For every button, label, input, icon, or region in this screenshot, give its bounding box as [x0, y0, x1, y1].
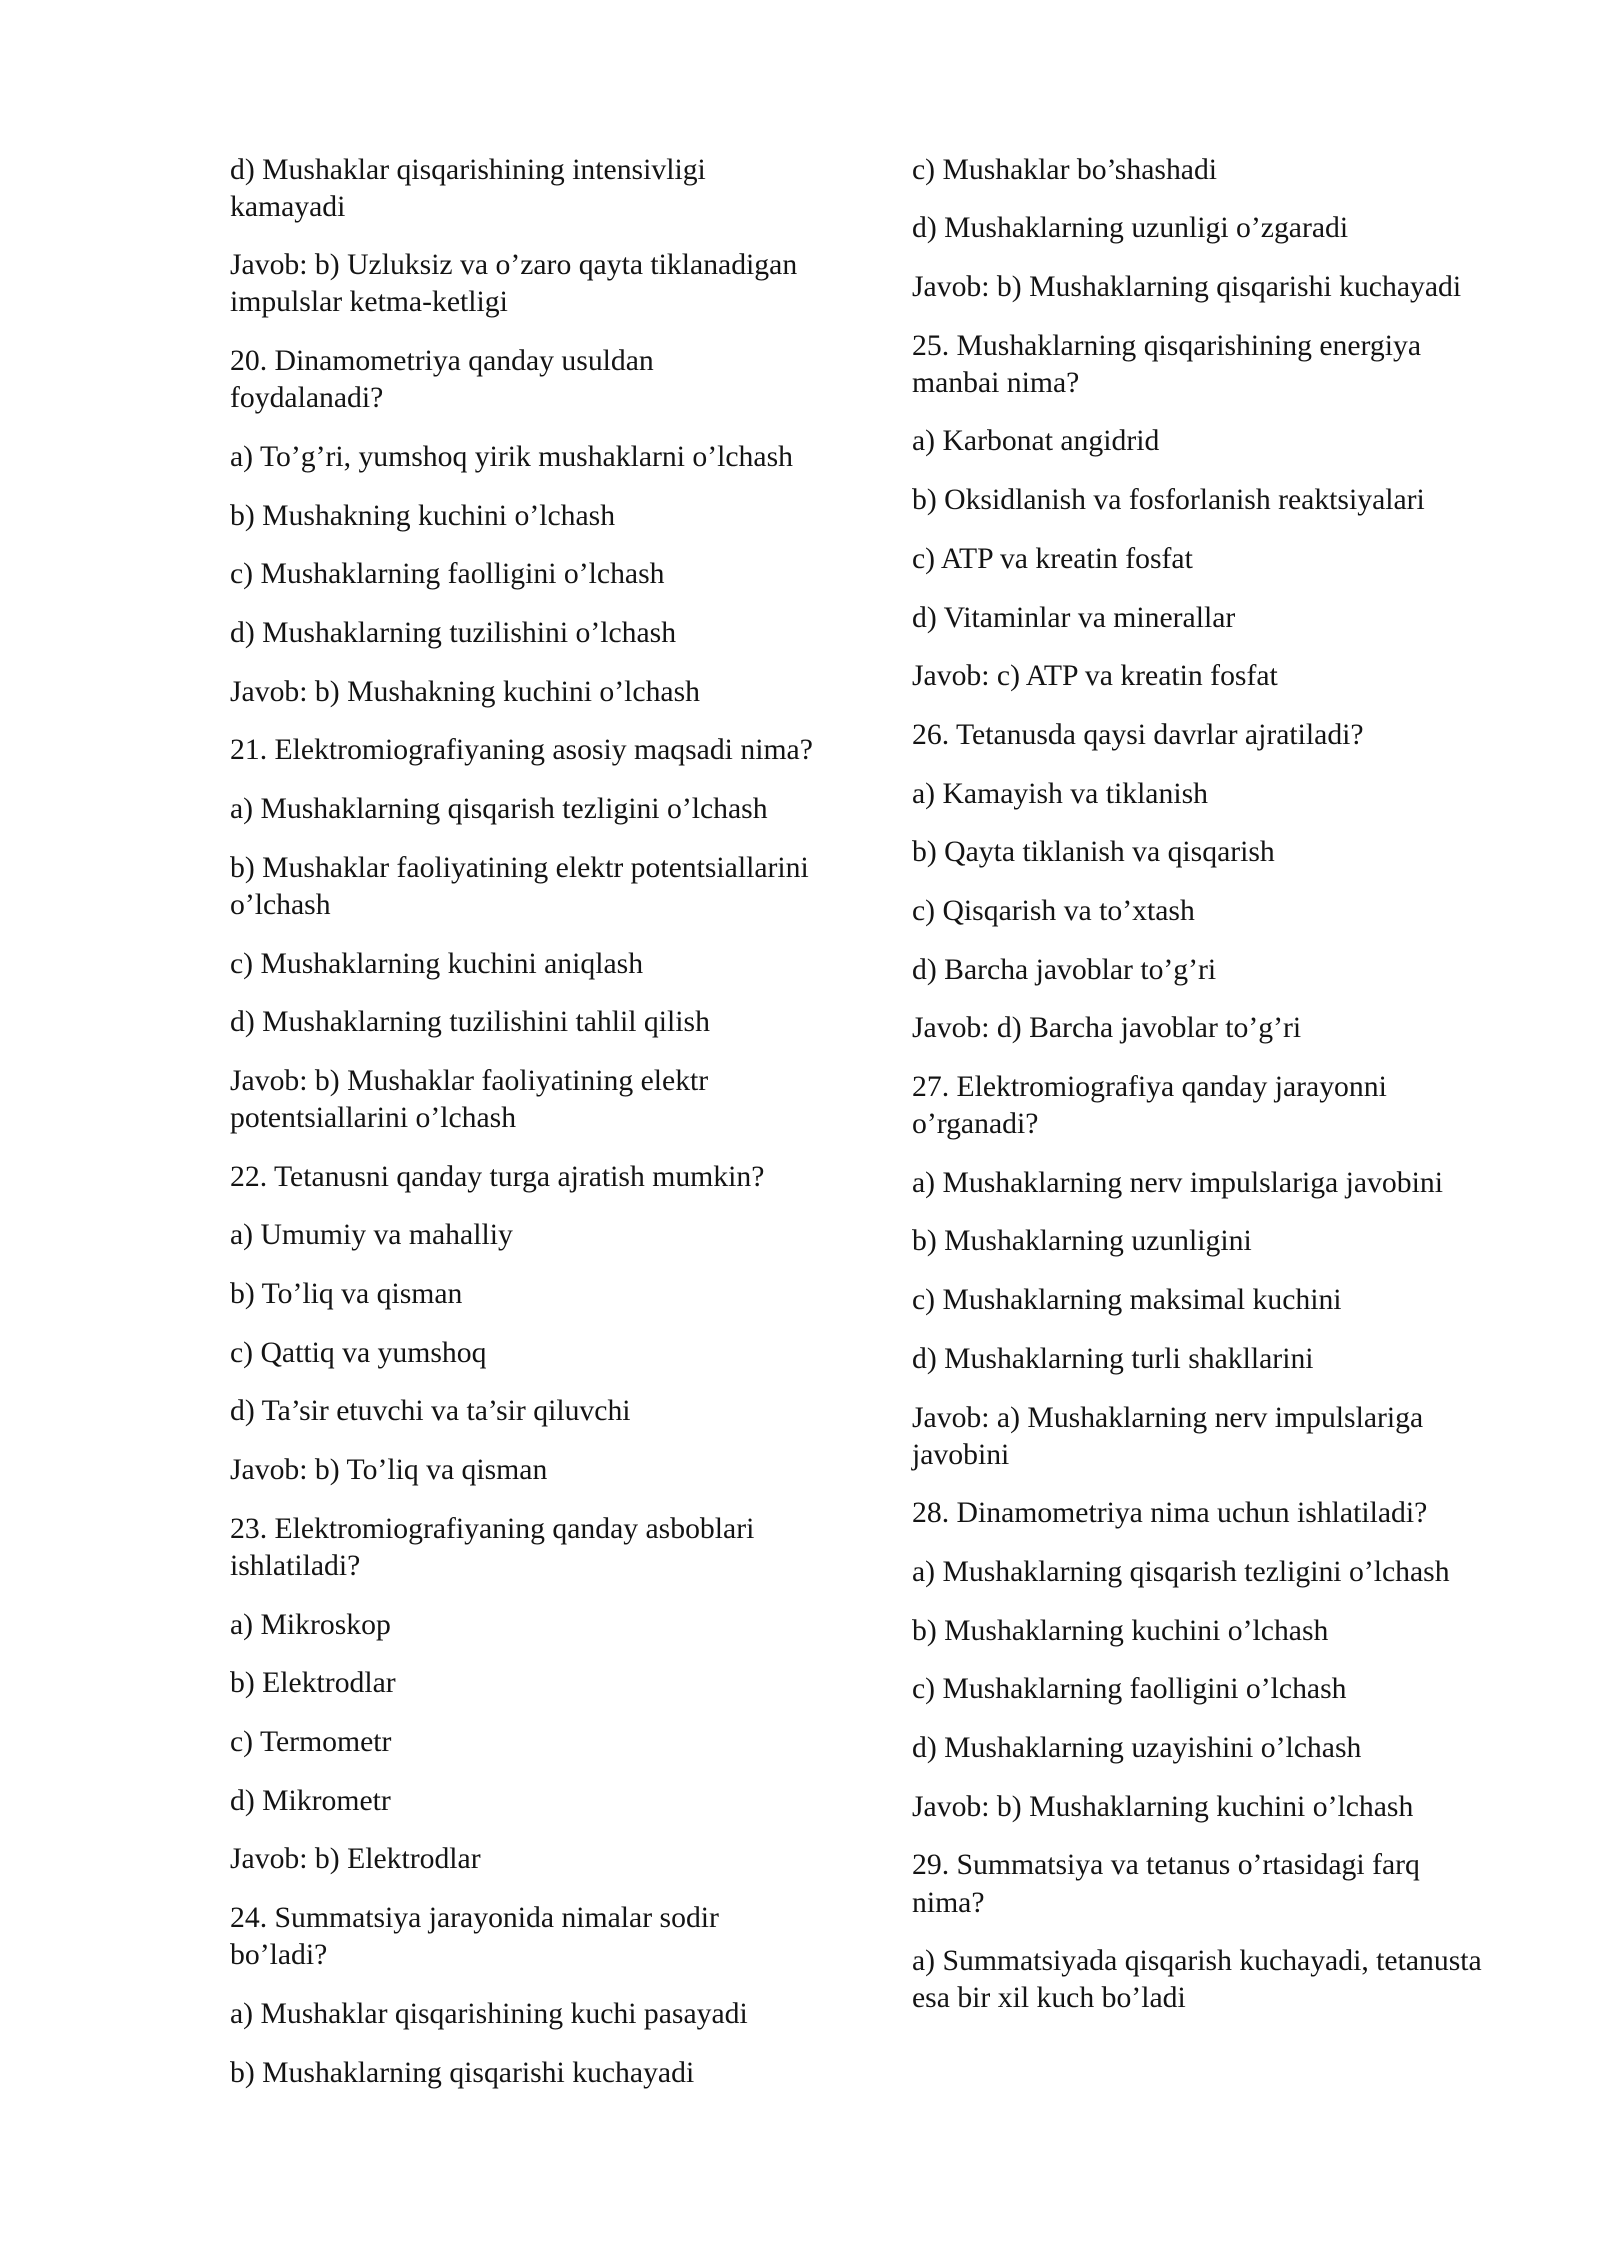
question-text-line: foydalanadi? — [230, 382, 384, 415]
option-text — [912, 893, 1572, 930]
option-text-line: d) Mushaklarning uzayishini o’lchash — [912, 1732, 1362, 1765]
option-text — [230, 850, 870, 924]
option-text — [912, 541, 1572, 578]
question-text — [912, 328, 1572, 402]
answer-text — [230, 1063, 870, 1137]
option-text-line: c) Termometr — [230, 1725, 392, 1758]
option-text-line: b) Oksidlanish va fosforlanish reaktsiyalari — [912, 484, 1425, 517]
option-text — [230, 1665, 870, 1702]
option-text — [912, 1943, 1572, 2017]
question-text-line: 24. Summatsiya jarayonida nimalar sodir — [230, 1902, 719, 1935]
option-text — [912, 834, 1572, 871]
option-text-line: d) Mushaklarning turli shakllarini — [912, 1342, 1314, 1375]
option-text — [230, 439, 870, 476]
answer-text-line: potentsiallarini o’lchash — [230, 1102, 517, 1134]
option-text-line: a) Mushaklarning qisqarish tezligini o’lchash — [912, 1556, 1450, 1588]
answer-text — [912, 658, 1572, 695]
option-text — [912, 423, 1572, 460]
option-text-line: b) Mushaklarning uzunligini — [912, 1225, 1252, 1258]
option-text — [912, 1341, 1572, 1378]
option-text-line: a) Mikroskop — [230, 1608, 391, 1641]
option-text — [230, 152, 870, 226]
option-text — [230, 1217, 870, 1254]
option-text — [912, 152, 1572, 189]
option-text — [230, 1004, 870, 1041]
question-text — [912, 1847, 1572, 1921]
option-text-line: d) Mushaklarning tuzilishini o’lchash — [230, 617, 677, 649]
option-text-line: c) Mushaklarning kuchini aniqlash — [230, 947, 644, 980]
answer-text-line: Javob: b) Uzluksiz va o’zaro qayta tiklanadigan — [230, 249, 798, 282]
option-text-line: a) Kamayish va tiklanish — [912, 777, 1208, 810]
option-text-line: d) Vitaminlar va minerallar — [912, 601, 1236, 634]
answer-text-line: Javob: c) ATP va kreatin fosfat — [912, 660, 1278, 693]
question-text-line: bo’ladi? — [230, 1939, 328, 1972]
option-text-line: c) Mushaklar bo’shashadi — [912, 153, 1218, 186]
option-text-line: d) Barcha javoblar to’g’ri — [912, 953, 1217, 986]
question-text-line: 20. Dinamometriya qanday usuldan — [230, 345, 654, 378]
question-text — [912, 717, 1572, 754]
answer-text-line: Javob: b) Mushaklarning qisqarishi kuchayadi — [912, 270, 1462, 303]
option-text-line: a) Summatsiyada qisqarish kuchayadi, tetanusta — [912, 1945, 1482, 1978]
option-text-line: d) Mushaklar qisqarishining intensivligi — [230, 153, 706, 186]
question-text-line: ishlatiladi? — [230, 1549, 361, 1582]
answer-text — [912, 1010, 1572, 1047]
option-text-line: esa bir xil kuch bo’ladi — [912, 1982, 1186, 2015]
right-column — [912, 152, 1572, 2039]
option-text — [230, 2055, 870, 2092]
option-text-line: b) Mushaklarning kuchini o’lchash — [912, 1614, 1329, 1647]
option-text-line: b) To’liq va qisman — [230, 1278, 463, 1311]
option-text-line: d) Ta’sir etuvchi va ta’sir qiluvchi — [230, 1395, 631, 1428]
option-text — [230, 1607, 870, 1644]
option-text — [230, 791, 870, 828]
answer-text-line: impulslar ketma-ketligi — [230, 286, 508, 319]
option-text — [230, 1276, 870, 1313]
option-text — [230, 1783, 870, 1820]
option-text-line: o’lchash — [230, 888, 331, 921]
option-text-line: c) Mushaklarning maksimal kuchini — [912, 1284, 1342, 1317]
option-text — [230, 498, 870, 535]
option-text-line: a) Karbonat angidrid — [912, 425, 1160, 458]
option-text-line: b) Qayta tiklanish va qisqarish — [912, 836, 1275, 869]
option-text — [912, 1223, 1572, 1260]
answer-text — [912, 1789, 1572, 1826]
question-text — [912, 1069, 1572, 1143]
answer-text — [230, 247, 870, 321]
answer-text-line: Javob: a) Mushaklarning nerv impulslariga — [912, 1401, 1424, 1434]
answer-text-line: javobini — [912, 1438, 1010, 1471]
question-text — [230, 343, 870, 417]
question-text — [912, 1495, 1572, 1532]
option-text — [912, 776, 1572, 813]
option-text — [230, 1335, 870, 1372]
answer-text — [912, 269, 1572, 306]
answer-text-line: Javob: b) Mushaklarning kuchini o’lchash — [912, 1790, 1414, 1823]
question-text-line: 21. Elektromiografiyaning asosiy maqsadi nima? — [230, 734, 813, 767]
option-text — [912, 1730, 1572, 1767]
option-text-line: c) ATP va kreatin fosfat — [912, 542, 1193, 575]
option-text-line: b) Mushaklarning qisqarishi kuchayadi — [230, 2056, 695, 2089]
question-text-line: 26. Tetanusda qaysi davrlar ajratiladi? — [912, 718, 1364, 751]
question-text-line: 27. Elektromiografiya qanday jarayonni — [912, 1071, 1387, 1103]
option-text — [912, 1554, 1572, 1591]
option-text-line: a) Mushaklarning qisqarish tezligini o’lchash — [230, 793, 768, 826]
question-text-line: manbai nima? — [912, 366, 1080, 399]
option-text — [230, 1996, 870, 2033]
option-text-line: d) Mushaklarning tuzilishini tahlil qilish — [230, 1006, 710, 1039]
option-text — [230, 556, 870, 593]
question-text — [230, 1511, 870, 1585]
option-text — [912, 952, 1572, 989]
option-text-line: a) To’g’ri, yumshoq yirik mushaklarni o’lchash — [230, 440, 793, 473]
option-text — [912, 1613, 1572, 1650]
question-text-line: 29. Summatsiya va tetanus o’rtasidagi farq — [912, 1849, 1420, 1882]
option-text-line: kamayadi — [230, 190, 346, 223]
option-text — [230, 1724, 870, 1761]
answer-text — [230, 1841, 870, 1878]
question-text-line: 25. Mushaklarning qisqarishining energiya — [912, 329, 1422, 362]
option-text-line: b) Mushakning kuchini o’lchash — [230, 499, 616, 532]
answer-text — [230, 1452, 870, 1489]
option-text-line: c) Mushaklarning faolligini o’lchash — [230, 558, 665, 591]
option-text — [912, 482, 1572, 519]
answer-text-line: Javob: b) Mushaklar faoliyatining elektr — [230, 1064, 709, 1097]
option-text-line: c) Mushaklarning faolligini o’lchash — [912, 1673, 1347, 1706]
option-text-line: a) Mushaklar qisqarishining kuchi pasayadi — [230, 1997, 748, 2030]
question-text-line: 23. Elektromiografiyaning qanday asboblari — [230, 1512, 755, 1545]
question-text — [230, 1159, 870, 1196]
option-text — [230, 615, 870, 652]
question-text-line: 28. Dinamometriya nima uchun ishlatiladi? — [912, 1497, 1428, 1530]
option-text-line: c) Qattiq va yumshoq — [230, 1336, 487, 1369]
option-text-line: d) Mikrometr — [230, 1784, 391, 1817]
option-text-line: a) Umumiy va mahalliy — [230, 1219, 513, 1252]
answer-text-line: Javob: b) Mushakning kuchini o’lchash — [230, 675, 700, 708]
question-text-line: nima? — [912, 1886, 985, 1919]
option-text — [230, 946, 870, 983]
answer-text-line: Javob: b) Elektrodlar — [230, 1843, 481, 1876]
answer-text — [230, 674, 870, 711]
option-text-line: d) Mushaklarning uzunligi o’zgaradi — [912, 212, 1349, 245]
option-text — [912, 1671, 1572, 1708]
answer-text — [912, 1400, 1572, 1474]
option-text — [912, 1282, 1572, 1319]
option-text — [230, 1393, 870, 1430]
left-column — [230, 152, 870, 2114]
option-text — [912, 210, 1572, 247]
option-text — [912, 600, 1572, 637]
question-text-line: 22. Tetanusni qanday turga ajratish mumkin? — [230, 1160, 765, 1193]
answer-text-line: Javob: d) Barcha javoblar to’g’ri — [912, 1012, 1302, 1045]
option-text-line: b) Elektrodlar — [230, 1667, 396, 1700]
question-text — [230, 1900, 870, 1974]
option-text — [912, 1165, 1572, 1202]
option-text-line: a) Mushaklarning nerv impulslariga javobini — [912, 1166, 1443, 1199]
answer-text-line: Javob: b) To’liq va qisman — [230, 1454, 548, 1487]
question-text — [230, 732, 870, 769]
option-text-line: b) Mushaklar faoliyatining elektr potentsiallarini — [230, 851, 809, 884]
option-text-line: c) Qisqarish va to’xtash — [912, 894, 1195, 927]
question-text-line: o’rganadi? — [912, 1108, 1039, 1141]
